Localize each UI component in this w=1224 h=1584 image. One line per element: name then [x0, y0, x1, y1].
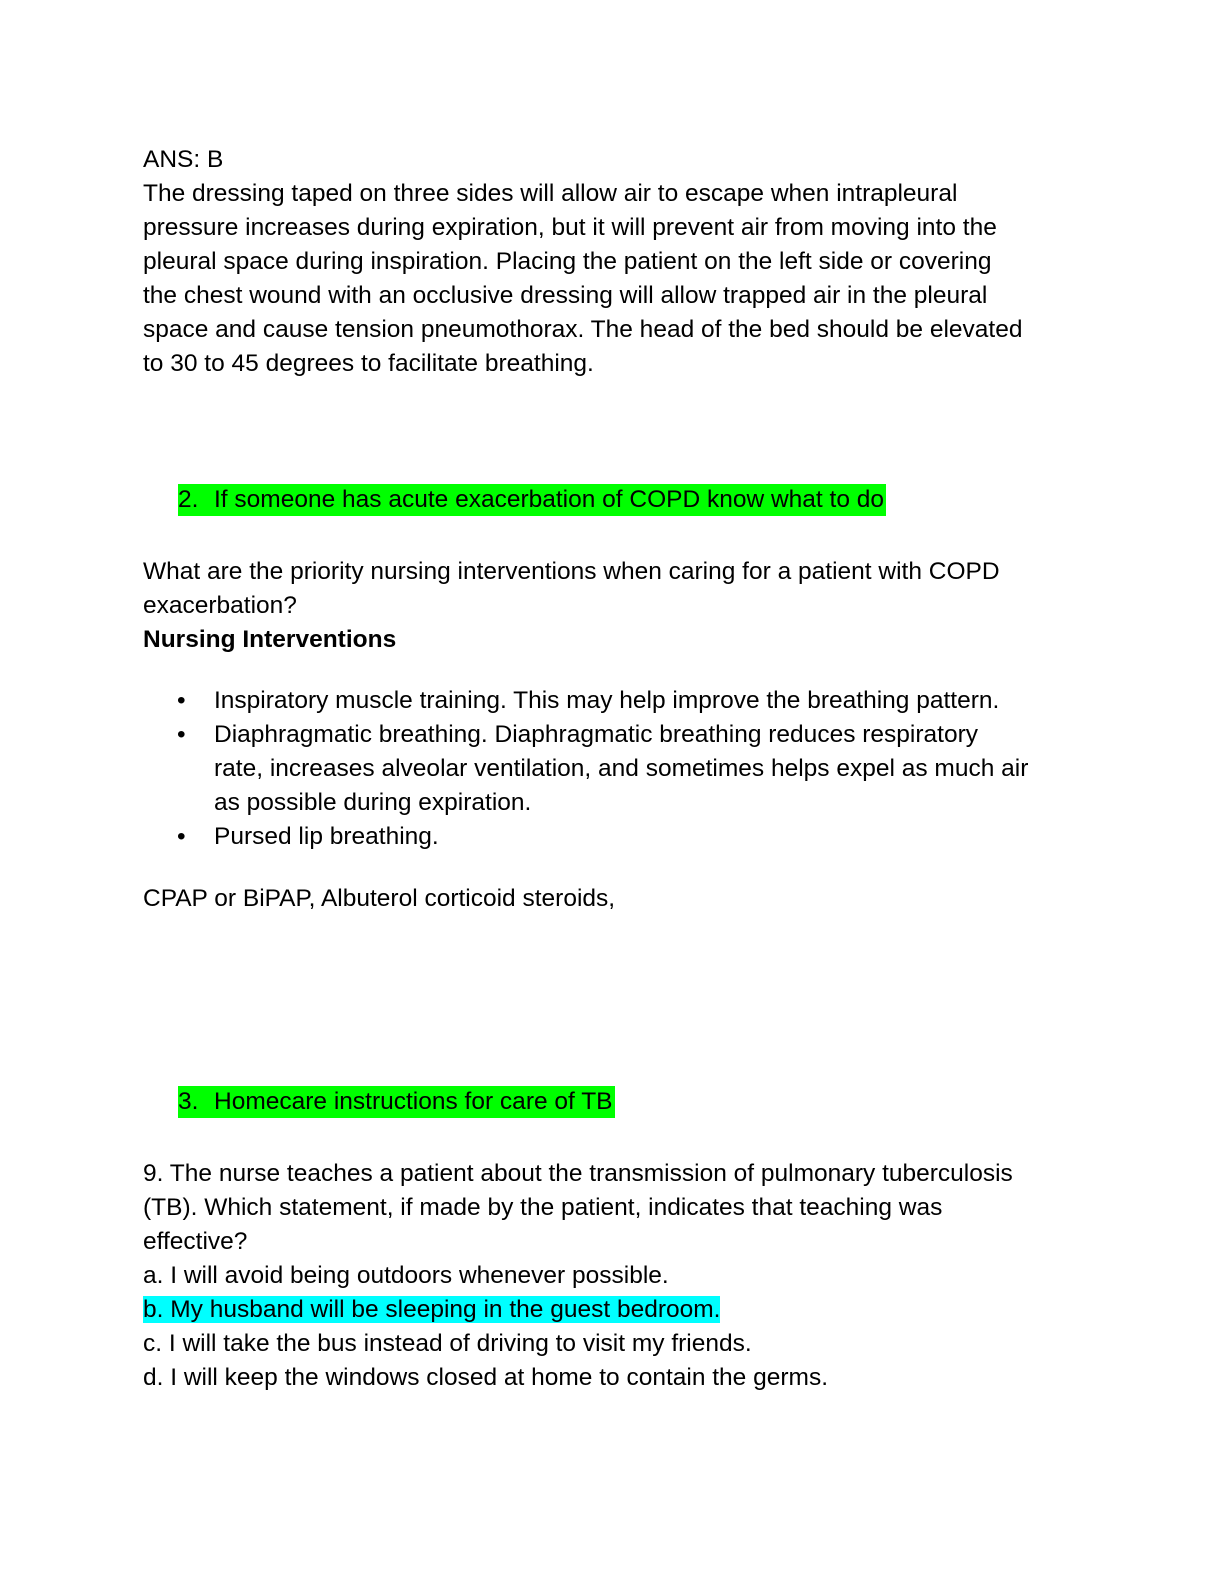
question-line: What are the priority nursing interventions when caring for a patient with COPD	[143, 558, 1000, 585]
section-2-number: 2.	[178, 486, 199, 513]
option-c: c. I will take the bus instead of driving to visit my friends.	[143, 1330, 752, 1357]
option-a: a. I will avoid being outdoors whenever possible.	[143, 1262, 669, 1289]
list-item	[143, 820, 1103, 854]
section-3-title: Homecare instructions for care of TB	[214, 1088, 613, 1115]
option-b-text: b. My husband will be sleeping in the guest bedroom.	[143, 1296, 721, 1323]
bullet-icon: •	[177, 823, 186, 850]
rationale-line: The dressing taped on three sides will allow air to escape when intrapleural	[143, 180, 958, 207]
rationale-line: space and cause tension pneumothorax. The head of the bed should be elevated	[143, 316, 1023, 343]
list-item-text: Diaphragmatic breathing. Diaphragmatic breathing reduces respiratory	[214, 721, 978, 748]
question-line: (TB). Which statement, if made by the patient, indicates that teaching was	[143, 1194, 943, 1221]
nursing-interventions-subheading: Nursing Interventions	[143, 626, 397, 653]
option-d: d. I will keep the windows closed at home to contain the germs.	[143, 1364, 828, 1391]
interventions-list	[143, 684, 1103, 854]
section-3-heading	[178, 1086, 615, 1118]
section-2-question	[143, 555, 1063, 657]
list-item-text: Inspiratory muscle training. This may help improve the breathing pattern.	[214, 687, 1000, 714]
list-item	[143, 718, 1103, 820]
question-line: effective?	[143, 1228, 248, 1255]
section-2-note	[143, 882, 1063, 916]
section-3-number: 3.	[178, 1088, 199, 1115]
list-item-text: Pursed lip breathing.	[214, 823, 439, 850]
note-text: CPAP or BiPAP, Albuterol corticoid steroids,	[143, 885, 616, 912]
rationale-line: pressure increases during expiration, but it will prevent air from moving into the	[143, 214, 997, 241]
answer-block	[143, 143, 1063, 381]
section-3-question	[143, 1157, 1063, 1395]
rationale-line: to 30 to 45 degrees to facilitate breathing.	[143, 350, 594, 377]
rationale-line: pleural space during inspiration. Placing the patient on the left side or covering	[143, 248, 992, 275]
section-2-heading	[178, 484, 886, 516]
option-b-highlighted	[143, 1293, 1063, 1327]
bullet-icon: •	[177, 687, 186, 714]
list-item-text: as possible during expiration.	[214, 789, 532, 816]
question-line: exacerbation?	[143, 592, 297, 619]
rationale-line: the chest wound with an occlusive dressing will allow trapped air in the pleural	[143, 282, 988, 309]
bullet-icon: •	[177, 721, 186, 748]
question-line: 9. The nurse teaches a patient about the transmission of pulmonary tuberculosis	[143, 1160, 1013, 1187]
list-item	[143, 684, 1103, 718]
list-item-text: rate, increases alveolar ventilation, and sometimes helps expel as much air	[214, 755, 1029, 782]
section-2-title: If someone has acute exacerbation of COPD know what to do	[214, 486, 885, 513]
answer-label: ANS: B	[143, 146, 224, 173]
